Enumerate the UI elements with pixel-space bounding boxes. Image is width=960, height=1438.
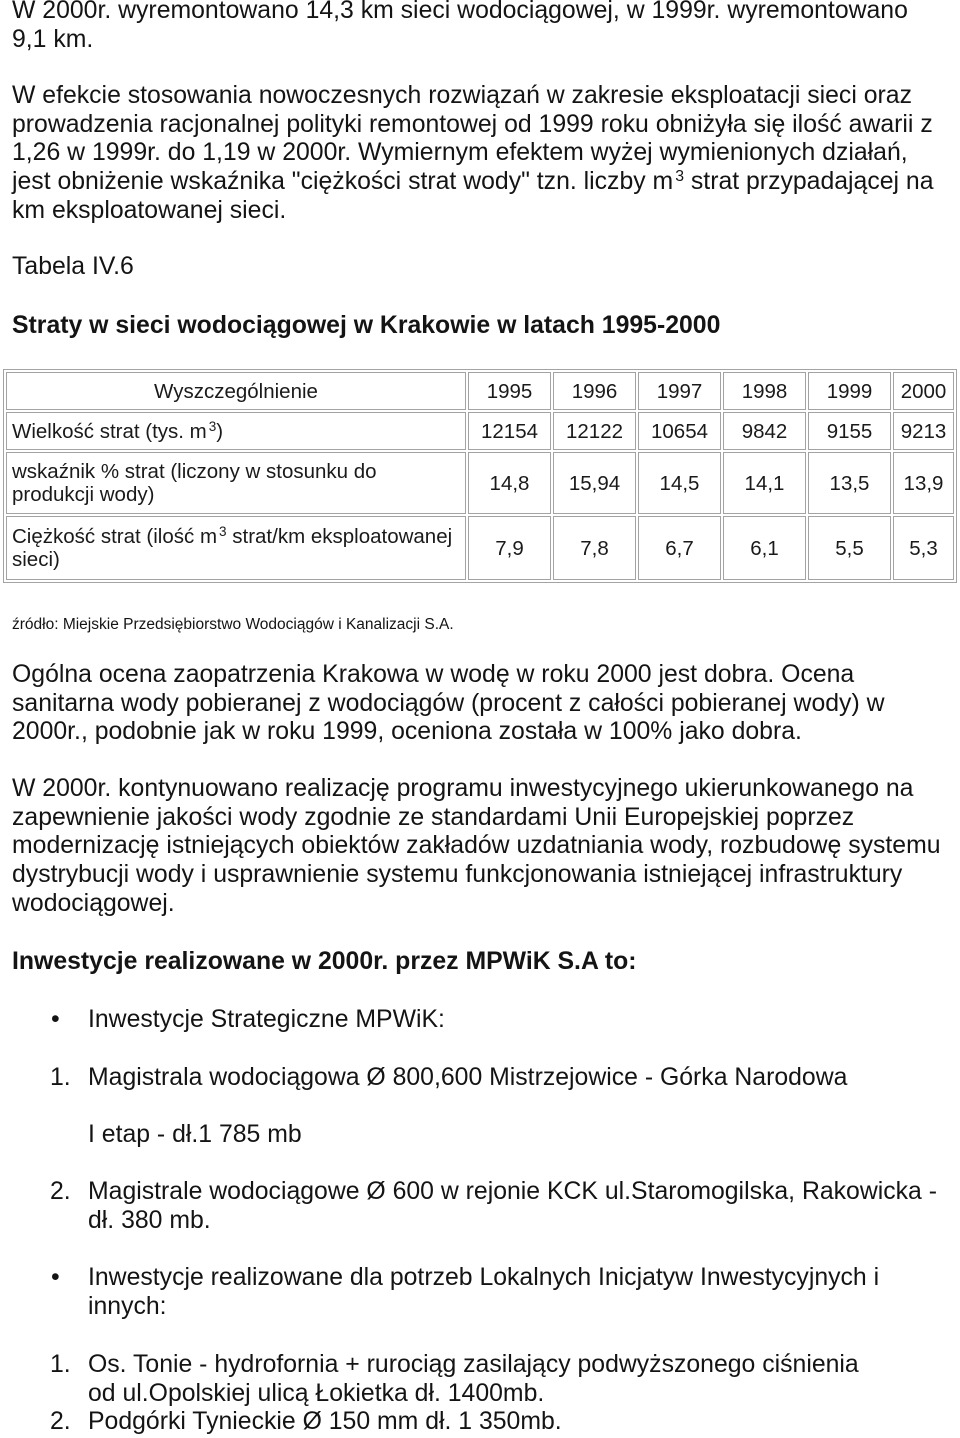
table-header-year: 1995 xyxy=(468,372,551,410)
bullet-item-text xyxy=(88,1006,445,1035)
row-label-text: Ciężkość strat (ilość m xyxy=(12,525,218,548)
assessment-line: sanitarna wody pobieranej z wodociągów (procent z całości pobieranej wody) w xyxy=(12,689,885,717)
bullet-item-line: innych: xyxy=(88,1292,167,1320)
table-header-row xyxy=(6,372,954,410)
effects-line: 1,26 w 1999r. do 1,19 w 2000r. Wymiernym efektem wyżej wymienionych działań, xyxy=(12,139,908,167)
intro-line: 9,1 km. xyxy=(12,25,94,53)
table-cell-value: 14,8 xyxy=(468,452,551,514)
table-header-year: 1997 xyxy=(638,372,721,410)
effects-line: km eksploatowanej sieci. xyxy=(12,196,287,224)
assessment-line: Ogólna ocena zaopatrzenia Krakowa w wodę w roku 2000 jest dobra. Ocena xyxy=(12,661,855,688)
table-cell-value: 15,94 xyxy=(553,452,636,514)
table-cell-value: 13,9 xyxy=(893,452,954,514)
item-number: 1. xyxy=(50,1351,71,1378)
numbered-item-text xyxy=(88,1064,847,1093)
table-cell-value: 7,8 xyxy=(553,516,636,580)
table-cell-value: 7,9 xyxy=(468,516,551,580)
table-header-year: 1998 xyxy=(723,372,806,410)
bullet-marker: • xyxy=(51,1264,60,1291)
program-line: modernizację istniejących obiektów zakładów uzdatniania wody, rozbudowę systemu xyxy=(12,832,941,860)
table-cell-value: 9842 xyxy=(723,412,806,450)
table-cell-value: 6,1 xyxy=(723,516,806,580)
row-label-line: sieci) xyxy=(12,548,60,571)
table-number: Tabela IV.6 xyxy=(12,253,134,280)
losses-table xyxy=(3,369,957,583)
numbered-item-line: od ul.Opolskiej ulicą Łokietka dł. 1400mb. xyxy=(88,1379,545,1407)
effects-line: W efekcie stosowania nowoczesnych rozwiązań w zakresie eksploatacji sieci oraz xyxy=(12,82,912,109)
table-cell-value: 9213 xyxy=(893,412,954,450)
numbered-item-line: Podgórki Tynieckie Ø 150 mm dł. 1 350mb. xyxy=(88,1408,562,1435)
assessment-paragraph xyxy=(12,661,885,747)
superscript: 3 xyxy=(675,167,685,185)
row-label-text: strat/km eksploatowanej xyxy=(226,525,453,548)
item-number: 2. xyxy=(50,1408,71,1435)
table-header-label: Wyszczególnienie xyxy=(6,372,466,410)
table-title: Straty w sieci wodociągowej w Krakowie w latach 1995-2000 xyxy=(12,312,721,339)
item-number: 1. xyxy=(50,1064,71,1091)
table-cell-value: 12122 xyxy=(553,412,636,450)
effects-line-text: jest obniżenie wskaźnika "ciężkości strat wody" tzn. liczby m xyxy=(12,168,674,196)
investments-heading: Inwestycje realizowane w 2000r. przez MPWiK S.A to: xyxy=(12,948,637,975)
table-cell-value: 10654 xyxy=(638,412,721,450)
table-cell-value: 5,3 xyxy=(893,516,954,580)
numbered-item-note-line: I etap - dł.1 785 mb xyxy=(88,1121,302,1148)
numbered-item-line: Magistrale wodociągowe Ø 600 w rejonie KCK ul.Staromogilska, Rakowicka - xyxy=(88,1178,937,1205)
program-line: dystrybucji wody i usprawnienie systemu funkcjonowania istniejącej infrastruktury xyxy=(12,861,903,889)
row-label-line xyxy=(12,525,460,548)
table-source: źródło: Miejskie Przedsiębiorstwo Wodociągów i Kanalizacji S.A. xyxy=(12,616,454,633)
row-label-text: ) xyxy=(216,419,224,443)
table-cell-value: 9155 xyxy=(808,412,891,450)
superscript: 3 xyxy=(208,418,217,434)
table-cell-value: 13,5 xyxy=(808,452,891,514)
program-line: zapewnienie jakości wody zgodnie ze standardami Unii Europejskiej poprzez xyxy=(12,803,855,831)
effects-paragraph xyxy=(12,82,934,225)
table-row xyxy=(6,412,954,450)
table-cell-value: 14,5 xyxy=(638,452,721,514)
bullet-item-line: Inwestycje realizowane dla potrzeb Lokalnych Inicjatyw Inwestycyjnych i xyxy=(88,1264,880,1291)
numbered-item-text xyxy=(88,1408,562,1437)
numbered-item-text xyxy=(88,1178,937,1235)
row-label-line: wskaźnik % strat (liczony w stosunku do xyxy=(12,460,377,483)
numbered-item-line: dł. 380 mb. xyxy=(88,1206,211,1234)
program-line: W 2000r. kontynuowano realizację programu inwestycyjnego ukierunkowanego na xyxy=(12,775,914,802)
table-cell-value: 12154 xyxy=(468,412,551,450)
numbered-item-text xyxy=(88,1351,859,1408)
table-header-year: 1996 xyxy=(553,372,636,410)
bullet-marker: • xyxy=(51,1006,60,1033)
table-header-year: 1999 xyxy=(808,372,891,410)
intro-line: W 2000r. wyremontowano 14,3 km sieci wodociągowej, w 1999r. wyremontowano xyxy=(12,0,908,24)
superscript: 3 xyxy=(219,524,227,540)
table-cell-value: 14,1 xyxy=(723,452,806,514)
table-header-year: 2000 xyxy=(893,372,954,410)
table-row-label xyxy=(6,516,466,580)
numbered-item-note-text xyxy=(88,1121,302,1150)
table-row xyxy=(6,452,954,514)
bullet-item-line: Inwestycje Strategiczne MPWiK: xyxy=(88,1006,445,1033)
row-label-text: Wielkość strat (tys. m xyxy=(12,419,207,443)
numbered-item-line: Os. Tonie - hydrofornia + rurociąg zasilający podwyższonego ciśnienia xyxy=(88,1351,859,1378)
table-row-label xyxy=(6,412,466,450)
effects-line xyxy=(12,168,934,197)
effects-line-text: strat przypadającej na xyxy=(684,168,934,196)
item-number: 2. xyxy=(50,1178,71,1205)
table-row-label xyxy=(6,452,466,514)
row-label-line: produkcji wody) xyxy=(12,483,155,506)
table-cell-value: 5,5 xyxy=(808,516,891,580)
table-cell-value: 6,7 xyxy=(638,516,721,580)
effects-line: prowadzenia racjonalnej polityki remontowej od 1999 roku obniżyła się ilość awarii z xyxy=(12,110,933,138)
assessment-line: 2000r., podobnie jak w roku 1999, oceniona została w 100% jako dobra. xyxy=(12,718,802,746)
numbered-item-line: Magistrala wodociągowa Ø 800,600 Mistrzejowice - Górka Narodowa xyxy=(88,1064,848,1091)
table-row xyxy=(6,516,954,580)
program-paragraph xyxy=(12,775,941,918)
program-line: wodociągowej. xyxy=(12,889,175,917)
bullet-item-text xyxy=(88,1264,879,1321)
intro-paragraph xyxy=(12,0,908,54)
